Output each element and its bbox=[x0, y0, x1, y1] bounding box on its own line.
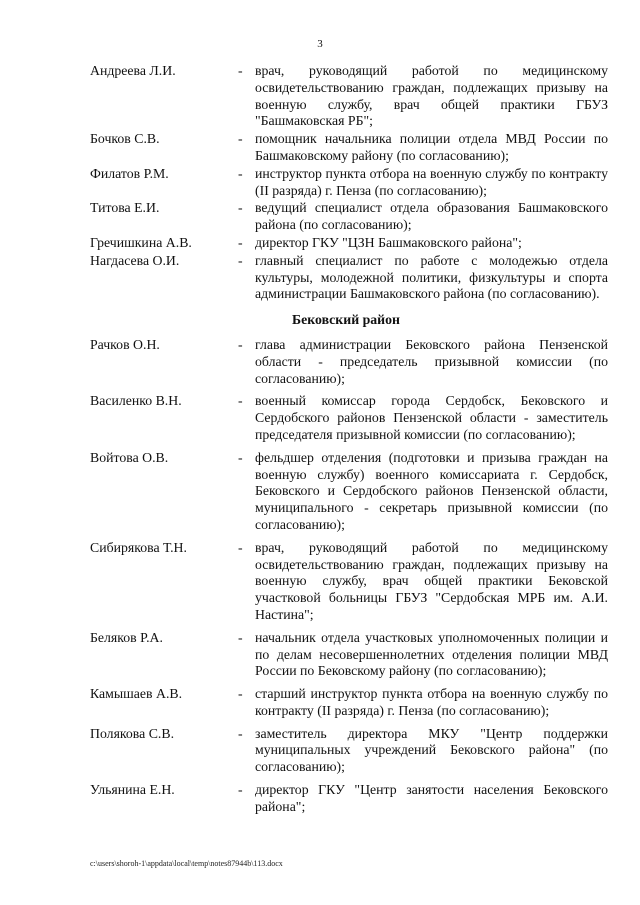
list-item bbox=[90, 393, 608, 443]
dash-separator: - bbox=[238, 449, 243, 465]
member-name: Бочков С.В. bbox=[90, 131, 160, 147]
member-name: Рачков О.Н. bbox=[90, 336, 160, 352]
member-role: глава администрации Бековского района Пензенской области - председатель призывной комиссии (по согласованию); bbox=[255, 336, 608, 386]
list-item bbox=[90, 166, 608, 200]
member-role: директор ГКУ "Центр занятости населения Бековского района"; bbox=[255, 782, 608, 814]
member-name: Войтова О.В. bbox=[90, 449, 169, 465]
dash-separator: - bbox=[238, 725, 243, 741]
member-role: ведущий специалист отдела образования Башмаковского района (по согласованию); bbox=[255, 200, 608, 233]
member-name: Гречишкина А.В. bbox=[90, 234, 192, 250]
dash-separator: - bbox=[238, 234, 243, 250]
list-item bbox=[90, 726, 608, 776]
list-item bbox=[90, 253, 608, 303]
dash-separator: - bbox=[238, 165, 243, 181]
member-role: главный специалист по работе с молодежью отдела культуры, молодежной политики, физкультуры и спорта администрации Башмаковского района (по согласованию). bbox=[255, 252, 608, 302]
member-name: Андреева Л.И. bbox=[90, 63, 176, 78]
member-role: директор ГКУ "ЦЗН Башмаковского района"; bbox=[255, 234, 522, 250]
dash-separator: - bbox=[238, 200, 243, 216]
footer-file-path: c:\users\shoroh-1\appdata\local\temp\notes87944b\113.docx bbox=[90, 859, 283, 868]
member-role: врач, руководящий работой по медицинскому освидетельствованию граждан, подлежащих призыву на военную службу, врач общей практики ГБУЗ "Башмаковская РБ"; bbox=[255, 63, 608, 129]
member-role: военный комиссар города Сердобск, Бековского и Сердобского районов Пензенской области - заместитель председателя призывной комиссии (по согласованию); bbox=[255, 393, 608, 442]
member-role: врач, руководящий работой по медицинскому освидетельствованию граждан, подлежащих призыву на военную службу, врач общей практики Бековской участковой больницы ГБУЗ "Сердобская МРБ им. А.И. Настина"; bbox=[255, 539, 608, 622]
list-item bbox=[90, 782, 608, 816]
member-name: Нагдасева О.И. bbox=[90, 252, 180, 268]
member-name: Полякова С.В. bbox=[90, 725, 175, 741]
member-role: старший инструктор пункта отбора на военную службу по контракту (II разряда) г. Пенза (по согласованию); bbox=[255, 686, 608, 718]
list-item bbox=[90, 235, 608, 252]
list-item bbox=[90, 450, 608, 534]
members-list bbox=[90, 63, 608, 816]
page-number: 3 bbox=[317, 38, 323, 50]
member-name: Филатов Р.М. bbox=[90, 165, 169, 181]
list-item bbox=[90, 337, 608, 387]
list-item bbox=[90, 540, 608, 624]
dash-separator: - bbox=[238, 336, 243, 352]
member-role: заместитель директора МКУ "Центр поддержки муниципальных учреждений Бековского района" (по согласованию); bbox=[255, 725, 608, 775]
member-name: Титова Е.И. bbox=[90, 200, 160, 216]
member-name: Сибирякова Т.Н. bbox=[90, 539, 187, 555]
dash-separator: - bbox=[238, 393, 243, 409]
member-name: Василенко В.Н. bbox=[90, 393, 182, 409]
list-item bbox=[90, 686, 608, 720]
dash-separator: - bbox=[238, 629, 243, 645]
member-role: инструктор пункта отбора на военную службу по контракту (II разряда) г. Пенза (по согласованию); bbox=[255, 165, 608, 198]
dash-separator: - bbox=[238, 63, 243, 78]
member-name: Ульянина Е.Н. bbox=[90, 782, 175, 798]
member-role: начальник отдела участковых уполномоченных полиции и по делам несовершеннолетних отделения полиции МВД России по Бековскому району (по согласованию); bbox=[255, 629, 608, 679]
member-role: помощник начальника полиции отдела МВД России по Башмаковскому району (по согласованию); bbox=[255, 131, 608, 163]
dash-separator: - bbox=[238, 131, 243, 147]
section-heading: Бековский район bbox=[292, 312, 400, 328]
dash-separator: - bbox=[238, 252, 243, 268]
list-item bbox=[90, 630, 608, 680]
member-name: Камышаев А.В. bbox=[90, 686, 183, 702]
dash-separator: - bbox=[238, 782, 243, 798]
list-item bbox=[90, 63, 608, 130]
member-role: фельдшер отделения (подготовки и призыва граждан на военную службу) военного комиссариата г. Сердобск, Бековского и Сердобского районов Пензенской области, муниципального - секретарь призывной комиссии (по согласованию); bbox=[255, 449, 608, 532]
list-item bbox=[90, 200, 608, 234]
dash-separator: - bbox=[238, 539, 243, 555]
dash-separator: - bbox=[238, 686, 243, 702]
member-name: Беляков Р.А. bbox=[90, 629, 163, 645]
list-item bbox=[90, 131, 608, 165]
